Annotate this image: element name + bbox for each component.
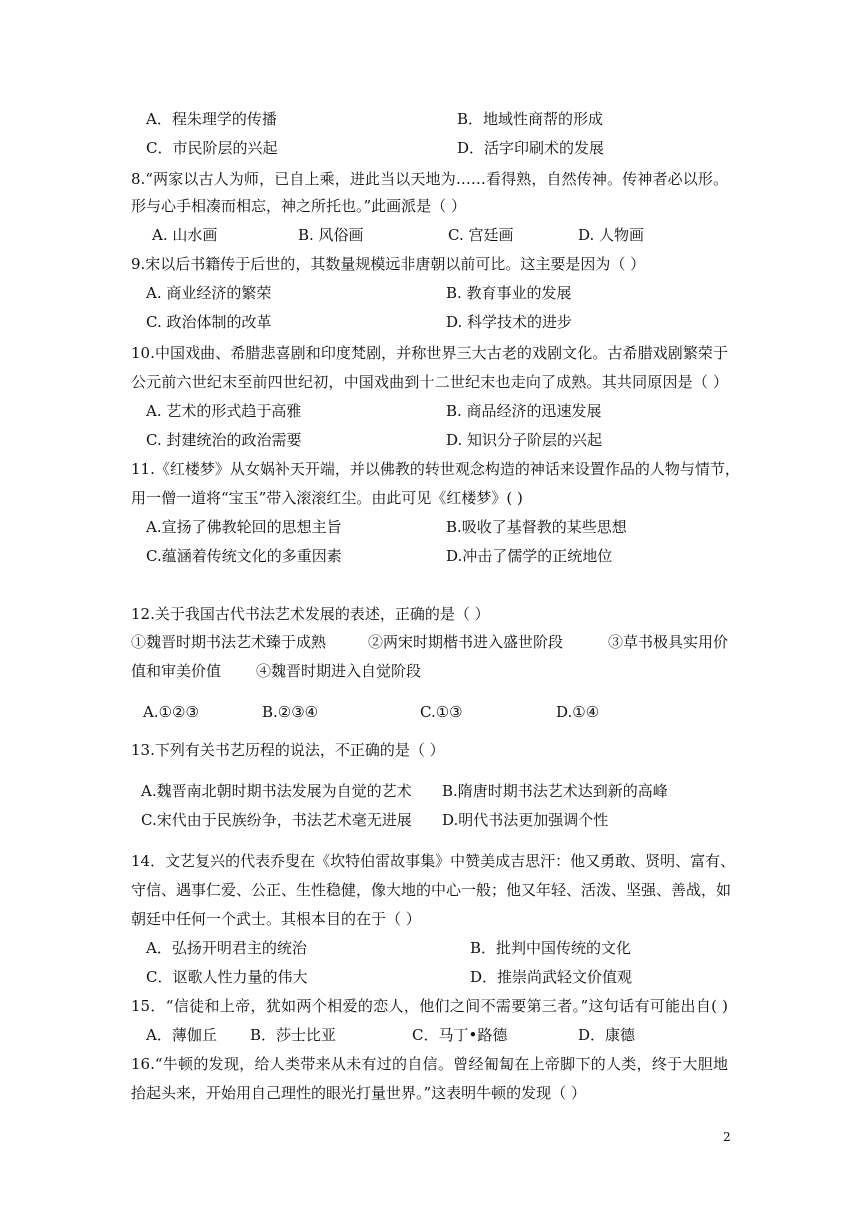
q12-option-a: A.①②③ bbox=[143, 703, 199, 721]
q15-option-c: C．马丁•路德 bbox=[412, 1026, 508, 1044]
q12-option-d: D.①④ bbox=[556, 703, 600, 721]
q10-option-c: C. 封建统治的政治需要 bbox=[146, 431, 302, 449]
q12-statement-1: ①魏晋时期书法艺术臻于成熟 bbox=[131, 633, 327, 651]
q13-option-c: C.宋代由于民族纷争，书法艺术毫无进展 bbox=[141, 811, 412, 829]
q9-stem-line1: 9.宋以后书籍传于后世的，其数量规模远非唐朝以前可比。这主要是因为（ ） bbox=[131, 255, 646, 273]
q13-option-b: B.隋唐时期书法艺术达到新的高峰 bbox=[442, 782, 668, 800]
q7-option-c: C．市民阶层的兴起 bbox=[146, 139, 278, 157]
q12-statement-2: ②两宋时期楷书进入盛世阶段 bbox=[368, 633, 564, 651]
q8-stem-line2: 形与心手相凑而相忘，神之所托也。”此画派是（ ） bbox=[131, 197, 466, 215]
q14-option-d: D．推崇尚武轻文价值观 bbox=[470, 968, 633, 986]
q8-option-b: B. 风俗画 bbox=[298, 226, 364, 244]
q12-statement-4: ④魏晋时期进入自觉阶段 bbox=[256, 662, 422, 680]
q12-option-c: C.①③ bbox=[420, 703, 463, 721]
q14-stem-line3: 朝廷中任何一个武士。其根本目的在于（ ） bbox=[131, 910, 421, 928]
q14-stem-line1: 14．文艺复兴的代表乔叟在《坎特伯雷故事集》中赞美成吉思汗：他又勇敢、贤明、富有、 bbox=[131, 852, 736, 870]
q9-option-b: B. 教育事业的发展 bbox=[446, 284, 572, 302]
q8-option-a: A. 山水画 bbox=[152, 226, 218, 244]
q10-stem-line1: 10.中国戏曲、希腊悲喜剧和印度梵剧，并称世界三大古老的戏剧文化。古希腊戏剧繁荣于 bbox=[131, 344, 728, 362]
q11-stem-line1: 11.《红楼梦》从女娲补天开端，并以佛教的转世观念构造的神话来设置作品的人物与情节， bbox=[131, 460, 740, 478]
q8-option-c: C. 宫廷画 bbox=[448, 226, 514, 244]
q16-stem-line2: 抬起头来，开始用自己理性的眼光打量世界。”这表明牛顿的发现（ ） bbox=[131, 1084, 586, 1102]
q8-option-d: D. 人物画 bbox=[578, 226, 645, 244]
q9-option-a: A. 商业经济的繁荣 bbox=[146, 284, 272, 302]
q11-option-b: B.吸收了基督教的某些思想 bbox=[446, 518, 627, 536]
q16-stem-line1: 16.“牛顿的发现，给人类带来从未有过的自信。曾经匍匐在上帝脚下的人类，终于大胆地 bbox=[131, 1055, 728, 1073]
q11-option-d: D.冲击了儒学的正统地位 bbox=[446, 547, 613, 565]
q10-option-d: D. 知识分子阶层的兴起 bbox=[446, 431, 603, 449]
q12-stem-line1: 12.关于我国古代书法艺术发展的表述，正确的是（ ） bbox=[131, 605, 490, 623]
q10-option-a: A. 艺术的形式趋于高雅 bbox=[146, 402, 302, 420]
page-number: 2 bbox=[723, 1130, 731, 1144]
q14-option-c: C．讴歌人性力量的伟大 bbox=[146, 968, 308, 986]
q14-option-b: B．批判中国传统的文化 bbox=[470, 939, 632, 957]
q7-option-d: D．活字印刷术的发展 bbox=[457, 139, 605, 157]
q15-option-b: B．莎士比亚 bbox=[250, 1026, 337, 1044]
q11-stem-line2: 用一僧一道将“宝玉”带入滚滚红尘。由此可见《红楼梦》( ) bbox=[131, 489, 523, 507]
q15-stem-line1: 15．“信徒和上帝，犹如两个相爱的恋人，他们之间不需要第三者。”这句话有可能出自( ) bbox=[131, 997, 728, 1015]
q7-option-a: A．程朱理学的传播 bbox=[146, 110, 277, 128]
q12-statement-3-cont: 值和审美价值 bbox=[131, 662, 222, 680]
q8-stem-line1: 8.“两家以古人为师，已自上乘，进此当以天地为……看得熟，自然传神。传神者必以形。 bbox=[131, 170, 728, 188]
q15-option-d: D．康德 bbox=[578, 1026, 636, 1044]
q14-stem-line2: 守信、遇事仁爱、公正、生性稳健，像大地的中心一般；他又年轻、活泼、坚强、善战，如 bbox=[131, 881, 732, 899]
q12-option-b: B.②③④ bbox=[262, 703, 319, 721]
q13-stem-line1: 13.下列有关书艺历程的说法，不正确的是（ ） bbox=[131, 741, 445, 759]
q15-option-a: A．薄伽丘 bbox=[146, 1026, 217, 1044]
q14-option-a: A．弘扬开明君主的统治 bbox=[146, 939, 307, 957]
q10-option-b: B. 商品经济的迅速发展 bbox=[446, 402, 602, 420]
q10-stem-line2: 公元前六世纪末至前四世纪初，中国戏曲到十二世纪末也走向了成熟。其共同原因是（ ） bbox=[131, 373, 728, 391]
q12-statement-3: ③草书极具实用价 bbox=[608, 633, 729, 651]
q11-option-c: C.蕴涵着传统文化的多重因素 bbox=[146, 547, 342, 565]
q7-option-b: B．地域性商帮的形成 bbox=[457, 110, 604, 128]
q13-option-a: A.魏晋南北朝时期书法发展为自觉的艺术 bbox=[141, 782, 412, 800]
q9-option-c: C. 政治体制的改革 bbox=[146, 313, 272, 331]
q11-option-a: A.宣扬了佛教轮回的思想主旨 bbox=[146, 518, 342, 536]
q13-option-d: D.明代书法更加强调个性 bbox=[442, 811, 609, 829]
q9-option-d: D. 科学技术的进步 bbox=[446, 313, 573, 331]
